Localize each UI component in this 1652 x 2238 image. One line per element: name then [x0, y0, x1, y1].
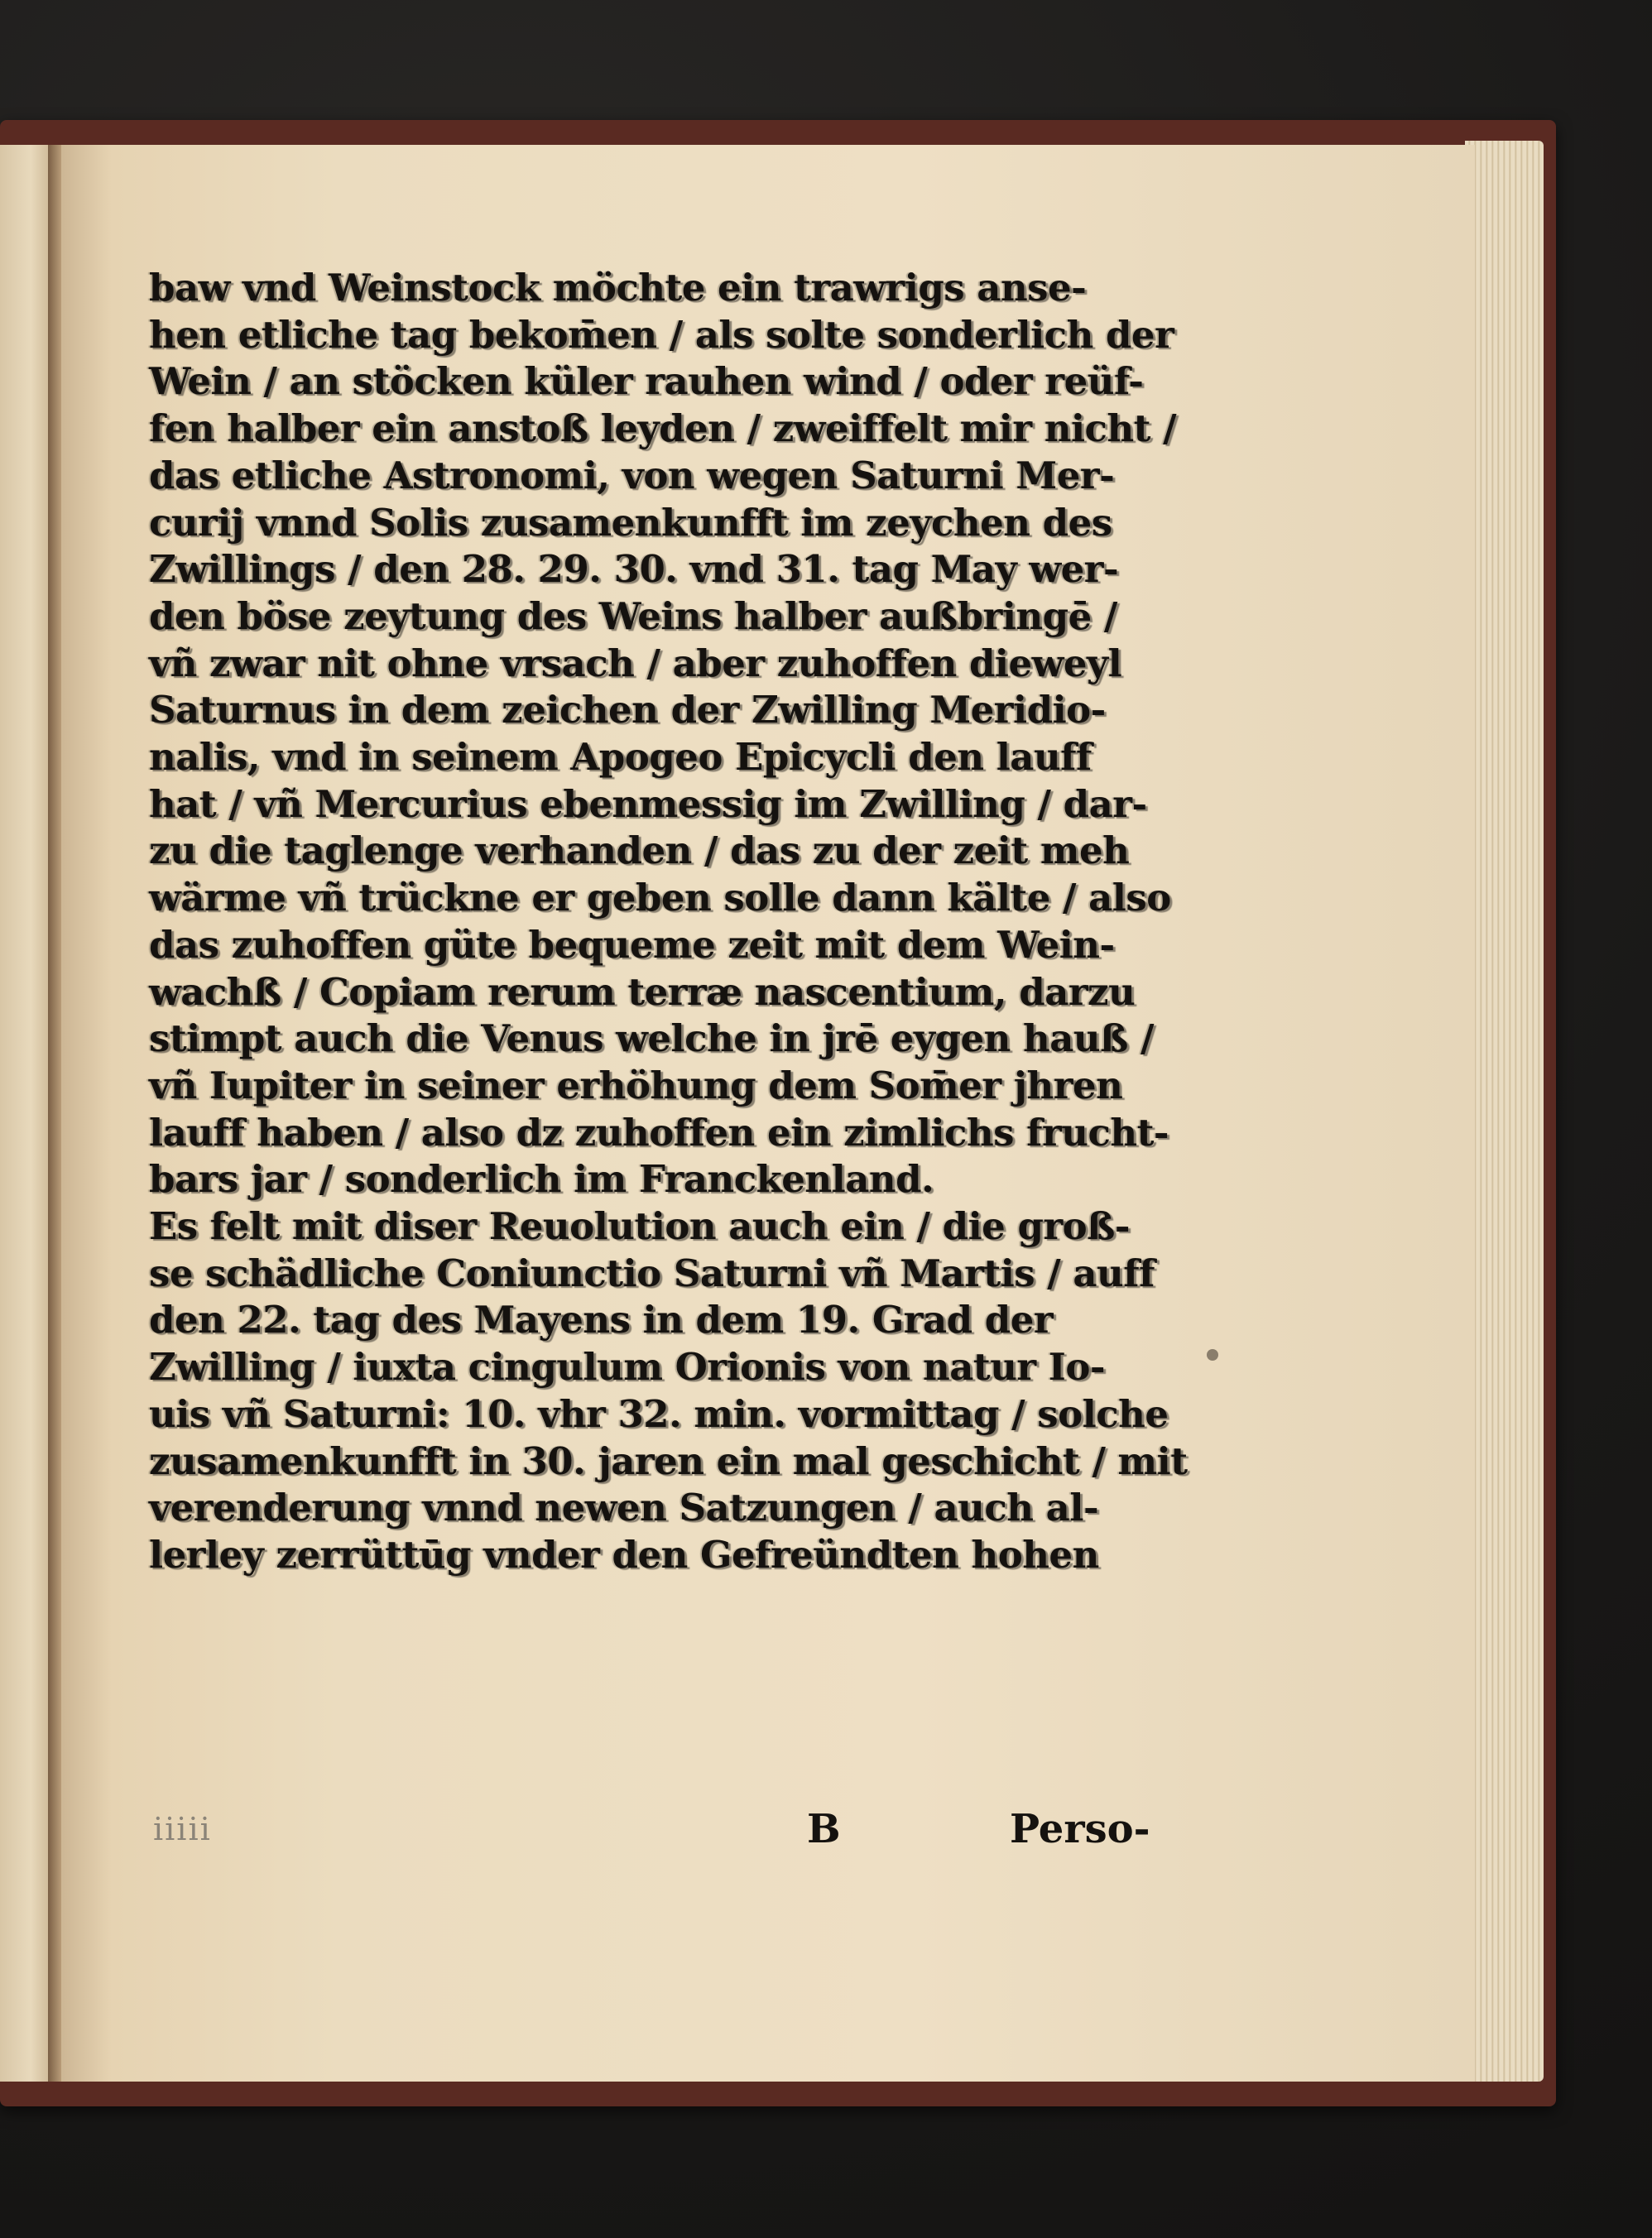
text-line: zusamenkunfft in 30. jaren ein mal geschicht / mit — [149, 1438, 1188, 1483]
text-line: den böse zeytung des Weins halber außbringē / — [149, 593, 1117, 638]
text-line: Zwillings / den 28. 29. 30. vnd 31. tag May wer- — [149, 547, 1119, 592]
text-line: se schädliche Coniunctio Saturni vñ Martis / auff — [149, 1251, 1155, 1295]
text-line: stimpt auch die Venus welche in jrē eygen hauß / — [149, 1016, 1154, 1061]
text-line: Wein / an stöcken küler rauhen wind / oder reüf- — [149, 359, 1144, 404]
text-line: vñ Iupiter in seiner erhöhung dem Som̄er jhren — [149, 1063, 1123, 1107]
text-line: lauff haben / also dz zuhoffen ein zimlichs frucht- — [149, 1110, 1169, 1155]
text-line: Zwilling / iuxta cingulum Orionis von natur Io- — [149, 1345, 1106, 1390]
text-line: den 22. tag des Mayens in dem 19. Grad der — [149, 1298, 1054, 1342]
text-line: uis vñ Saturni: 10. vhr 32. min. vormittag / solche — [149, 1391, 1169, 1436]
text-line: hat / vñ Mercurius ebenmessig im Zwilling / dar- — [149, 781, 1147, 826]
text-line: Es felt mit diser Reuolution auch ein / die groß- — [149, 1204, 1131, 1249]
text-line: Saturnus in dem zeichen der Zwilling Meridio- — [149, 688, 1106, 732]
text-line: curij vnnd Solis zusamenkunfft im zeychen des — [149, 500, 1112, 545]
book-gutter — [48, 145, 61, 2082]
text-line: vñ zwar nit ohne vrsach / aber zuhoffen dieweyl — [149, 641, 1122, 685]
text-line: das zuhoffen güte bequeme zeit mit dem Wein- — [149, 922, 1115, 967]
left-page-edge — [0, 145, 51, 2082]
page-text — [149, 265, 1188, 1579]
text-line: fen halber ein anstoß leyden / zweiffelt mir nicht / — [149, 406, 1177, 451]
text-line: wärme vñ trücknе er geben solle dann kälte / also — [149, 876, 1171, 920]
text-line: nalis, vnd in seinem Apogeo Epicycli den lauff — [149, 735, 1092, 780]
text-line: das etliche Astronomi, von wegen Saturni Mer- — [149, 453, 1115, 497]
paper-speck — [1207, 1349, 1218, 1361]
text-line: wachß / Copiam rerum terræ nascentium, darzu — [149, 969, 1136, 1014]
signature-mark: B — [807, 1806, 841, 1852]
text-line: zu die taglenge verhanden / das zu der zeit meh — [149, 828, 1130, 873]
text-line: baw vnd Weinstock möchte ein trawrigs anse- — [149, 266, 1087, 310]
page-footer — [153, 1806, 1179, 1861]
text-line: lerley zerrüttūg vnder den Gefreündten hohen — [149, 1532, 1099, 1577]
text-line: hen etliche tag bekom̄en / als solte sonderlich der — [149, 312, 1174, 357]
text-line: bars jar / sonderlich im Franckenland. — [149, 1157, 934, 1202]
catchword: Perso- — [1010, 1806, 1150, 1852]
page-fore-edge — [1465, 141, 1544, 2082]
text-line: verenderung vnnd newen Satzungen / auch al- — [149, 1486, 1099, 1530]
bleed-through-mark: iiiii — [153, 1811, 212, 1847]
